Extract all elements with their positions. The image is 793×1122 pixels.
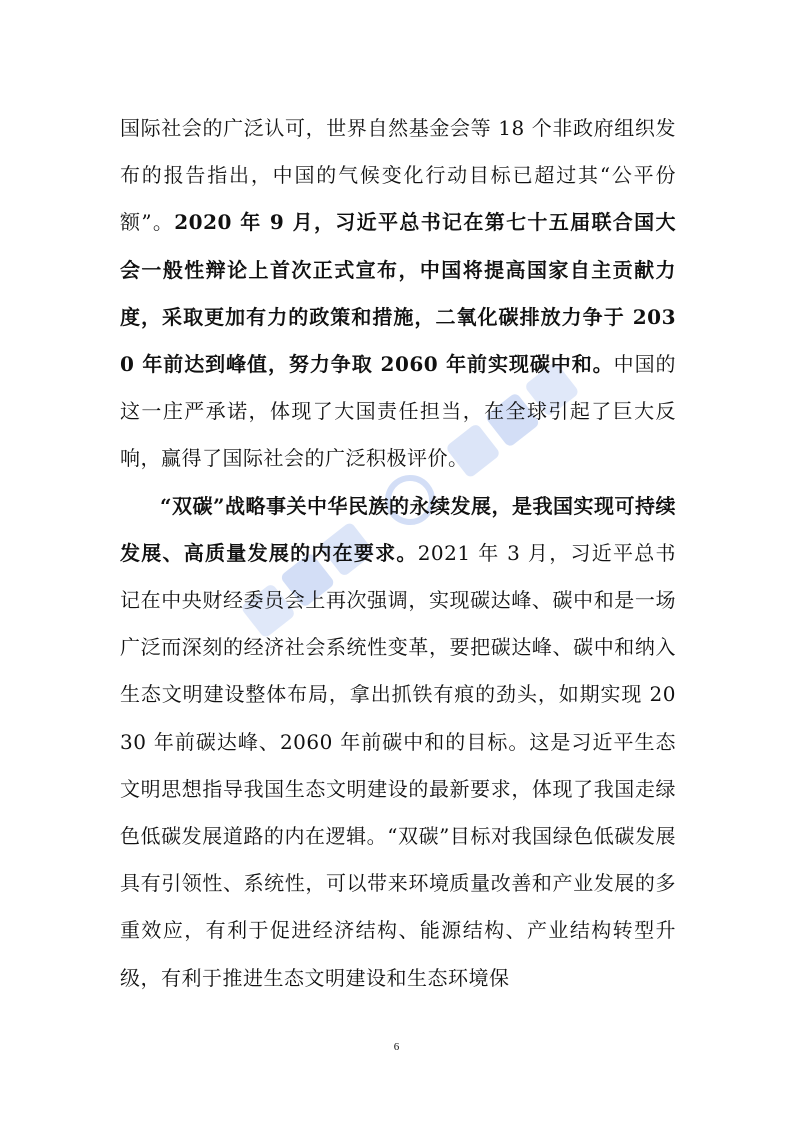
page-number: 6 bbox=[393, 1041, 400, 1053]
paragraph-1-text-2-bold: 2020 年 9 月，习近平总书记在第七十五届联合国大会一般性辩论上首次正式宣布，中国将提高国家自主贡献力度，采取更加有力的政策和措施，二氧化碳排放力争于 2030 年前达到峰值，努力争取 2060 年前实现碳中和。 bbox=[120, 210, 676, 377]
paragraph-1-text-3: 中国的这一庄严承诺，体现了大国责任担当，在全球引起了巨大反响，赢得了国际社会的广泛积极评价。 bbox=[120, 352, 677, 471]
body-text bbox=[120, 105, 676, 1002]
paragraph-1 bbox=[120, 105, 676, 483]
paragraph-2-text-1-bold: “双碳”战略事关中华民族的永续发展，是我国实现可持续发展、高质量发展的内在要求。 bbox=[120, 493, 677, 565]
paragraph-2 bbox=[120, 483, 676, 1002]
paragraph-1-text-1: 国际社会的广泛认可，世界自然基金会等 18 个非政府组织发布的报告指出，中国的气候变化行动目标已超过其“公平份额”。 bbox=[120, 116, 676, 235]
paragraph-2-text-2: 2021 年 3 月，习近平总书记在中央财经委员会上再次强调，实现碳达峰、碳中和是一场广泛而深刻的经济社会系统性变革，要把碳达峰、碳中和纳入生态文明建设整体布局，拿出抓铁有痕的劲头，如期实现 2030 年前碳达峰、2060 年前碳中和的目标。这是习近平生态文明思想指导我国生态文明建设的最新要求，体现了我国走绿色低碳发展道路的内在逻辑。“双碳”目标对我国绿色低碳发展具有引领性、系统性，可以带来环境质量改善和产业发展的多重效应，有利于促进经济结构、能源结构、产业结构转型升级，有利于推进生态文明建设和生态环境保 bbox=[120, 540, 677, 990]
